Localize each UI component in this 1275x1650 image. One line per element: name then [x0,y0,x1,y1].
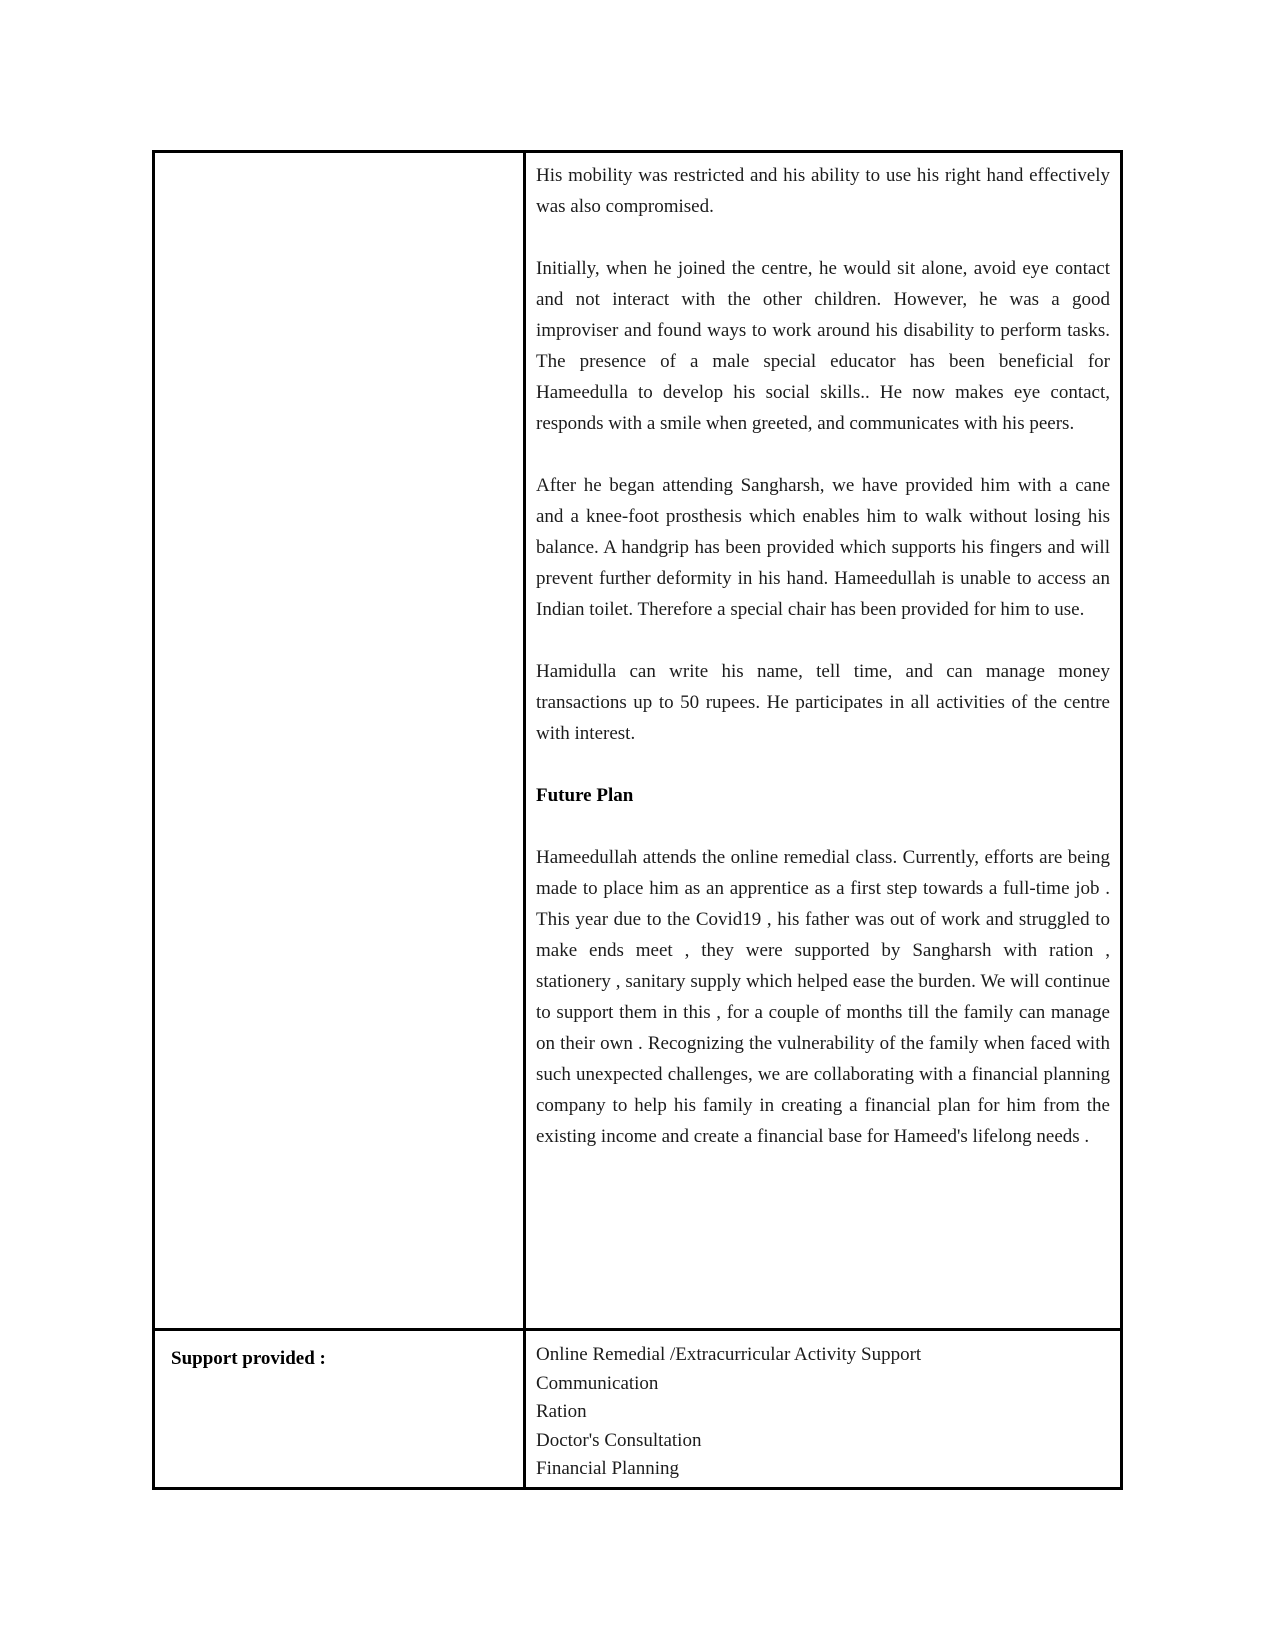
heading-future-plan: Future Plan [536,785,634,806]
support-item-doctors-consultation: Doctor's Consultation [536,1429,702,1451]
paragraph-skills: Hamidulla can write his name, tell time, and can manage money transactions up to 50 rupees. He participates in all activities of the centre with interest. [536,661,1110,744]
support-item-communication: Communication [536,1372,659,1394]
paragraph-future-plan: Hameedullah attends the online remedial class. Currently, efforts are being made to place him as an apprentice as a first step towards a full-time job . This year due to the Covid19 , his father was out of work and struggled to make ends meet , they were supported by Sangharsh with ration , stationery , sanitary supply which helped ease the burden. We will continue to support them in this , for a couple of months till the family can manage on their own . Recognizing the vulnerability of the family when faced with such unexpected challenges, we are collaborating with a financial planning company to help his family in creating a financial plan for him from the existing income and create a financial base for Hameed's lifelong needs . [536,847,1110,1147]
paragraph-mobility: His mobility was restricted and his ability to use his right hand effectively was also compromised. [536,165,1110,217]
support-item-ration: Ration [536,1401,587,1422]
narrative-empty-label-cell [155,153,526,1328]
support-provided-row [155,1331,1120,1487]
support-provided-label: Support provided : [155,1331,526,1487]
support-list-cell [526,1331,1120,1487]
support-item-financial-planning: Financial Planning [536,1458,680,1479]
paragraph-assistive-devices: After he began attending Sangharsh, we have provided him with a cane and a knee-foot prosthesis which enables him to walk without losing his balance. A handgrip has been provided which supports his fingers and will prevent further deformity in his hand. Hameedullah is unable to access an Indian toilet. Therefore a special chair has been provided for him to use. [536,475,1110,620]
narrative-content-cell [526,153,1120,1328]
case-report-table [152,150,1123,1490]
narrative-row [155,153,1120,1331]
support-item-online-remedial: Online Remedial /Extracurricular Activity Support [536,1344,922,1365]
paragraph-centre-adjustment: Initially, when he joined the centre, he would sit alone, avoid eye contact and not interact with the other children. However, he was a good improviser and found ways to work around his disability to perform tasks. The presence of a male special educator has been beneficial for Hameedulla to develop his social skills.. He now makes eye contact, responds with a smile when greeted, and communicates with his peers. [536,258,1110,434]
